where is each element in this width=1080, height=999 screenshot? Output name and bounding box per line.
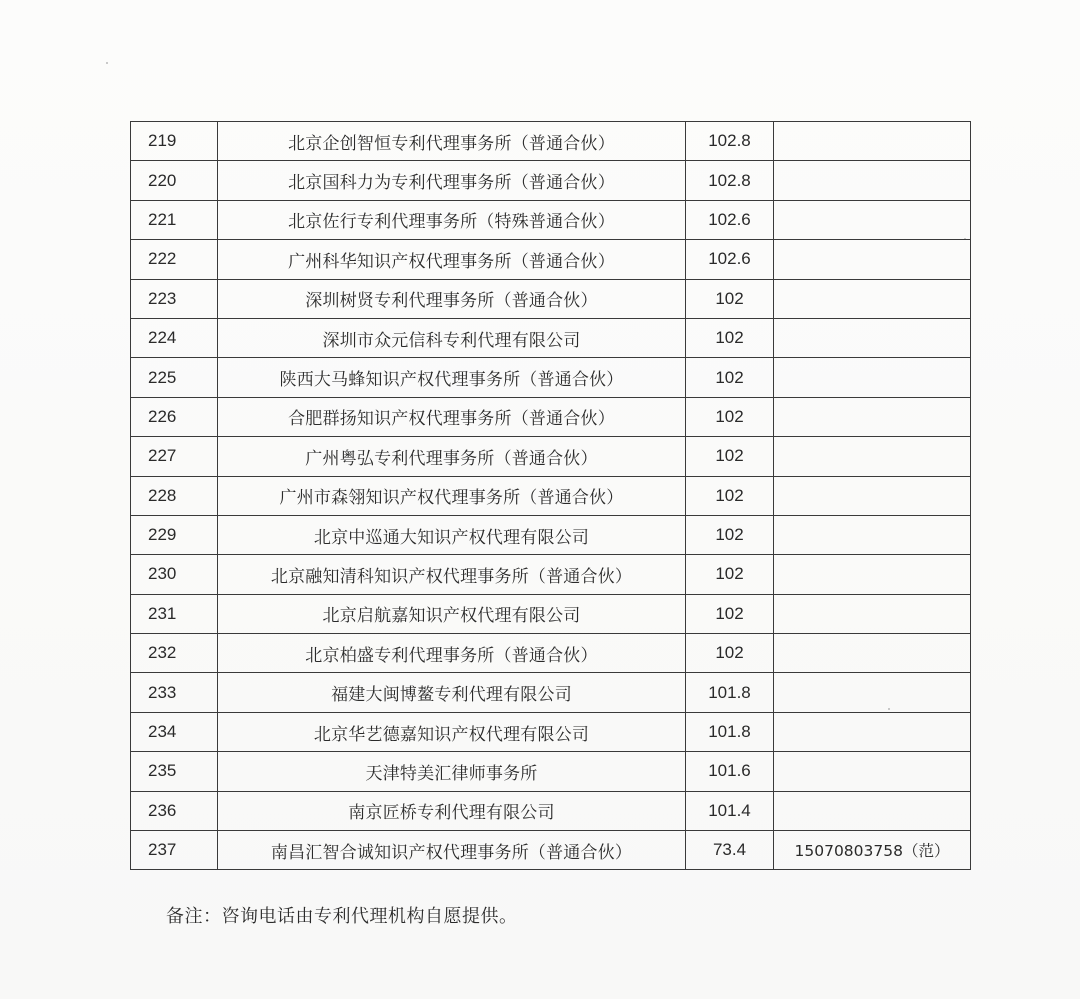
- phone-cell: [774, 752, 971, 791]
- row-number-cell: 228: [131, 476, 218, 515]
- phone-cell: [774, 122, 971, 161]
- row-number-cell: 234: [131, 712, 218, 751]
- table-row: [131, 712, 971, 751]
- table-body: [131, 122, 971, 870]
- score-cell: 102.6: [686, 240, 774, 279]
- row-number-cell: 230: [131, 555, 218, 594]
- phone-cell: [774, 161, 971, 200]
- table-row: [131, 122, 971, 161]
- phone-cell: [774, 240, 971, 279]
- phone-cell: [774, 318, 971, 357]
- row-number-cell: 220: [131, 161, 218, 200]
- phone-cell: [774, 358, 971, 397]
- agency-name-cell: 北京融知清科知识产权代理事务所（普通合伙）: [218, 555, 686, 594]
- score-cell: 73.4: [686, 831, 774, 870]
- agency-name-cell: 南京匠桥专利代理有限公司: [218, 791, 686, 830]
- table-row: [131, 279, 971, 318]
- table-row: [131, 397, 971, 436]
- footnote: 备注：咨询电话由专利代理机构自愿提供。: [166, 906, 518, 927]
- agency-name-cell: 北京启航嘉知识产权代理有限公司: [218, 594, 686, 633]
- table-row: [131, 240, 971, 279]
- agency-name-cell: 北京中巡通大知识产权代理有限公司: [218, 515, 686, 554]
- score-cell: 102: [686, 634, 774, 673]
- table-row: [131, 358, 971, 397]
- row-number-cell: 224: [131, 318, 218, 357]
- agency-name-cell: 南昌汇智合诚知识产权代理事务所（普通合伙）: [218, 831, 686, 870]
- row-number-cell: 221: [131, 200, 218, 239]
- score-cell: 102.8: [686, 122, 774, 161]
- phone-cell: [774, 200, 971, 239]
- agency-name-cell: 深圳市众元信科专利代理有限公司: [218, 318, 686, 357]
- agency-name-cell: 广州粤弘专利代理事务所（普通合伙）: [218, 437, 686, 476]
- score-cell: 102: [686, 594, 774, 633]
- table-row: [131, 161, 971, 200]
- table-row: [131, 752, 971, 791]
- agency-name-cell: 北京国科力为专利代理事务所（普通合伙）: [218, 161, 686, 200]
- phone-cell: 15070803758（范）: [774, 831, 971, 870]
- table-row: [131, 318, 971, 357]
- row-number-cell: 237: [131, 831, 218, 870]
- phone-cell: [774, 791, 971, 830]
- phone-cell: [774, 634, 971, 673]
- row-number-cell: 232: [131, 634, 218, 673]
- score-cell: 102.8: [686, 161, 774, 200]
- row-number-cell: 235: [131, 752, 218, 791]
- agency-name-cell: 深圳树贤专利代理事务所（普通合伙）: [218, 279, 686, 318]
- row-number-cell: 233: [131, 673, 218, 712]
- table-row: [131, 515, 971, 554]
- score-cell: 102: [686, 358, 774, 397]
- scan-speck: [106, 62, 108, 64]
- phone-cell: [774, 673, 971, 712]
- row-number-cell: 222: [131, 240, 218, 279]
- table-row: [131, 200, 971, 239]
- row-number-cell: 227: [131, 437, 218, 476]
- score-cell: 102: [686, 476, 774, 515]
- agency-ranking-table: [130, 121, 971, 870]
- table-row: [131, 791, 971, 830]
- score-cell: 102: [686, 279, 774, 318]
- score-cell: 101.6: [686, 752, 774, 791]
- score-cell: 102: [686, 318, 774, 357]
- table-row: [131, 673, 971, 712]
- phone-cell: [774, 476, 971, 515]
- score-cell: 101.8: [686, 673, 774, 712]
- table-row: [131, 437, 971, 476]
- agency-name-cell: 北京佐行专利代理事务所（特殊普通合伙）: [218, 200, 686, 239]
- score-cell: 101.4: [686, 791, 774, 830]
- phone-cell: [774, 594, 971, 633]
- phone-cell: [774, 437, 971, 476]
- agency-name-cell: 北京企创智恒专利代理事务所（普通合伙）: [218, 122, 686, 161]
- score-cell: 102.6: [686, 200, 774, 239]
- phone-cell: [774, 555, 971, 594]
- table-row: [131, 594, 971, 633]
- score-cell: 102: [686, 397, 774, 436]
- agency-name-cell: 陕西大马蜂知识产权代理事务所（普通合伙）: [218, 358, 686, 397]
- agency-name-cell: 合肥群扬知识产权代理事务所（普通合伙）: [218, 397, 686, 436]
- row-number-cell: 223: [131, 279, 218, 318]
- phone-cell: [774, 397, 971, 436]
- score-cell: 102: [686, 437, 774, 476]
- table-row: [131, 555, 971, 594]
- agency-name-cell: 北京华艺德嘉知识产权代理有限公司: [218, 712, 686, 751]
- row-number-cell: 225: [131, 358, 218, 397]
- phone-cell: [774, 712, 971, 751]
- table-row: [131, 476, 971, 515]
- row-number-cell: 226: [131, 397, 218, 436]
- row-number-cell: 231: [131, 594, 218, 633]
- phone-cell: [774, 279, 971, 318]
- table-row: [131, 831, 971, 870]
- table-row: [131, 634, 971, 673]
- row-number-cell: 236: [131, 791, 218, 830]
- agency-name-cell: 福建大闽博鳌专利代理有限公司: [218, 673, 686, 712]
- score-cell: 102: [686, 515, 774, 554]
- row-number-cell: 229: [131, 515, 218, 554]
- agency-name-cell: 广州市森翎知识产权代理事务所（普通合伙）: [218, 476, 686, 515]
- agency-name-cell: 北京柏盛专利代理事务所（普通合伙）: [218, 634, 686, 673]
- row-number-cell: 219: [131, 122, 218, 161]
- agency-name-cell: 广州科华知识产权代理事务所（普通合伙）: [218, 240, 686, 279]
- score-cell: 102: [686, 555, 774, 594]
- agency-name-cell: 天津特美汇律师事务所: [218, 752, 686, 791]
- score-cell: 101.8: [686, 712, 774, 751]
- phone-cell: [774, 515, 971, 554]
